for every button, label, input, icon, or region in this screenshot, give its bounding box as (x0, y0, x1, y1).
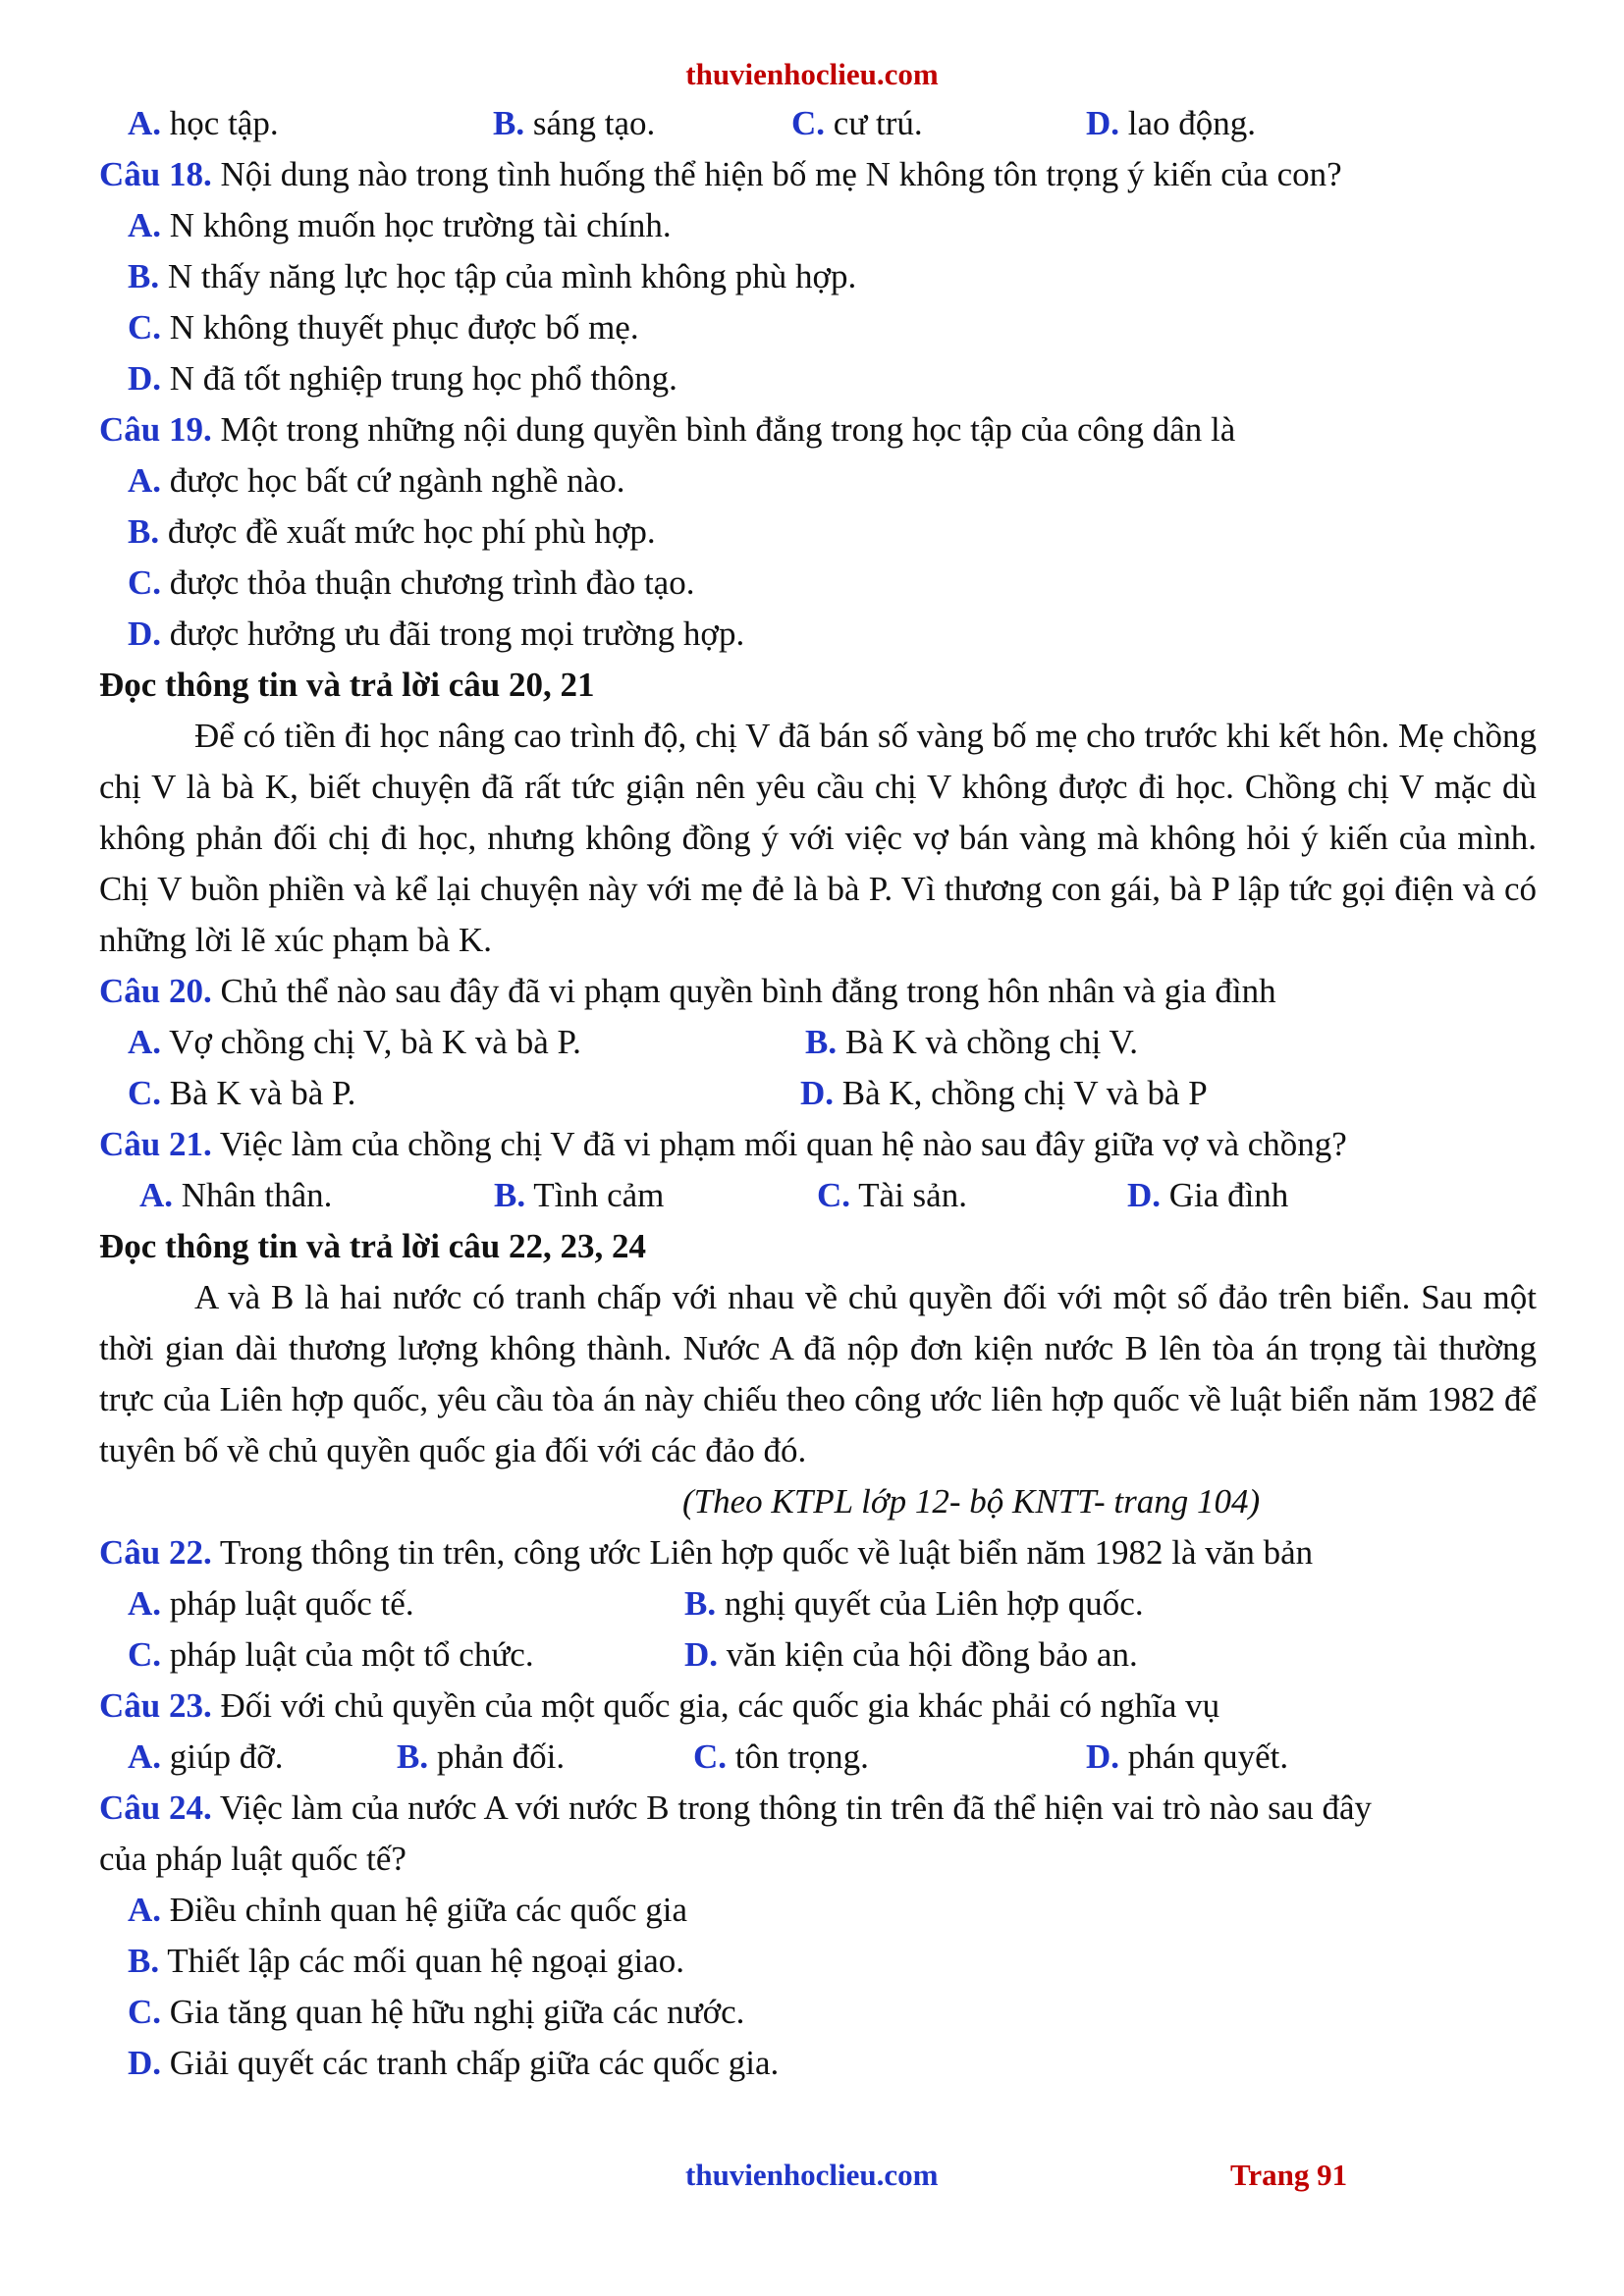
option-text: được hưởng ưu đãi trong mọi trường hợp. (161, 614, 745, 653)
q17-option-a (128, 98, 279, 149)
question-text: Nội dung nào trong tình huống thể hiện bố mẹ N không tôn trọng ý kiến của con? (211, 155, 1342, 193)
q22-option-c (128, 1629, 534, 1681)
question-text: Một trong những nội dung quyền bình đẳng trong học tập của công dân là (211, 410, 1236, 449)
option-text: Điều chỉnh quan hệ giữa các quốc gia (161, 1891, 688, 1929)
option-text: N đã tốt nghiệp trung học phổ thông. (161, 359, 677, 398)
question-24 (99, 1783, 1537, 1834)
option-letter: B. (684, 1584, 717, 1623)
q20-option-b (805, 1017, 1138, 1068)
option-letter: A. (128, 1584, 162, 1623)
option-text: được thỏa thuận chương trình đào tạo. (161, 563, 695, 602)
option-letter: C. (128, 308, 162, 347)
question-23 (99, 1681, 1219, 1732)
option-text: Nhân thân. (173, 1176, 333, 1214)
q18-option-c (128, 302, 639, 353)
q21-option-b (494, 1170, 664, 1221)
option-text: lao động. (1119, 104, 1257, 142)
option-text: học tập. (161, 104, 279, 142)
option-text: Vợ chồng chị V, bà K và bà P. (161, 1023, 581, 1061)
q23-option-d (1086, 1732, 1288, 1783)
option-letter: A. (128, 461, 162, 500)
info-heading-22-24: Đọc thông tin và trả lời câu 22, 23, 24 (99, 1227, 647, 1265)
q20-option-a (128, 1017, 581, 1068)
q19-option-b (128, 507, 656, 558)
info-paragraph-22-24: A và B là hai nước có tranh chấp với nhau về chủ quyền đối với một số đảo trên biển. Sau một thời gian dài thương lượng không thành. Nước A đã nộp đơn kiện nước B lên tòa án trọng tài thường trực của Liên hợp quốc, yêu cầu tòa án này chiếu theo công ước liên hợp quốc về luật biển năm 1982 để tuyên bố về chủ quyền quốc gia đối với các đảo đó. (99, 1278, 1537, 1469)
question-number: Câu 19. (99, 410, 212, 449)
q24-option-a (128, 1885, 687, 1936)
option-text: Tình cảm (525, 1176, 665, 1214)
option-text: N thấy năng lực học tập của mình không phù hợp. (159, 257, 857, 295)
q17-option-b (493, 98, 655, 149)
option-letter: A. (139, 1176, 174, 1214)
question-text: Trong thông tin trên, công ước Liên hợp quốc về luật biển năm 1982 là văn bản (211, 1533, 1314, 1572)
option-text: Bà K, chồng chị V và bà P (834, 1074, 1208, 1112)
option-text: phản đối. (428, 1737, 566, 1776)
question-21 (99, 1119, 1347, 1170)
option-letter: B. (494, 1176, 526, 1214)
option-text: Thiết lập các mối quan hệ ngoại giao. (159, 1942, 684, 1980)
option-text: nghị quyết của Liên hợp quốc. (716, 1584, 1144, 1623)
q23-option-c (693, 1732, 869, 1783)
option-text: sáng tạo. (524, 104, 656, 142)
option-letter: D. (1086, 104, 1120, 142)
option-letter: D. (1086, 1737, 1120, 1776)
question-24-cont: của pháp luật quốc tế? (99, 1840, 406, 1878)
option-letter: C. (817, 1176, 851, 1214)
q21-option-c (817, 1170, 967, 1221)
option-text: Gia đình (1161, 1176, 1289, 1214)
option-text: Tài sản. (850, 1176, 967, 1214)
q19-option-a (128, 455, 624, 507)
question-text: Việc làm của chồng chị V đã vi phạm mối quan hệ nào sau đây giữa vợ và chồng? (211, 1125, 1347, 1163)
option-text: được đề xuất mức học phí phù hợp. (159, 512, 656, 551)
option-letter: C. (791, 104, 826, 142)
option-text: phán quyết. (1119, 1737, 1289, 1776)
option-letter: A. (128, 1891, 162, 1929)
option-text: N không thuyết phục được bố mẹ. (161, 308, 639, 347)
option-letter: A. (128, 1737, 162, 1776)
question-text: Đối với chủ quyền của một quốc gia, các quốc gia khác phải có nghĩa vụ (211, 1686, 1220, 1725)
option-text: tôn trọng. (727, 1737, 869, 1776)
option-letter: C. (128, 1635, 162, 1674)
q18-option-b (128, 251, 856, 302)
option-letter: B. (128, 257, 160, 295)
option-letter: D. (684, 1635, 719, 1674)
q21-option-d (1127, 1170, 1288, 1221)
q20-option-c (128, 1068, 355, 1119)
q22-option-b (684, 1578, 1144, 1629)
q23-option-b (397, 1732, 565, 1783)
question-19 (99, 404, 1235, 455)
question-number: Câu 18. (99, 155, 212, 193)
option-letter: C. (693, 1737, 728, 1776)
option-text: Bà K và bà P. (161, 1074, 356, 1112)
header-site: thuvienhoclieu.com (685, 57, 939, 91)
option-text: N không muốn học trường tài chính. (161, 206, 672, 244)
q23-option-a (128, 1732, 284, 1783)
option-letter: A. (128, 206, 162, 244)
q24-option-b (128, 1936, 684, 1987)
option-letter: A. (128, 1023, 162, 1061)
question-number: Câu 21. (99, 1125, 212, 1163)
option-text: Bà K và chồng chị V. (837, 1023, 1138, 1061)
option-letter: C. (128, 1993, 162, 2031)
option-letter: B. (805, 1023, 838, 1061)
question-number: Câu 23. (99, 1686, 212, 1725)
q22-option-a (128, 1578, 414, 1629)
q19-option-c (128, 558, 694, 609)
question-number: Câu 22. (99, 1533, 212, 1572)
option-letter: B. (128, 1942, 160, 1980)
q17-option-c (791, 98, 923, 149)
footer-page-number: Trang 91 (1230, 2158, 1348, 2192)
option-letter: A. (128, 104, 162, 142)
option-letter: D. (128, 359, 162, 398)
option-text: pháp luật quốc tế. (161, 1584, 414, 1623)
option-text: cư trú. (825, 104, 923, 142)
question-text: Việc làm của nước A với nước B trong thông tin trên đã thể hiện vai trò nào sau đây (211, 1789, 1373, 1827)
q24-option-c (128, 1987, 744, 2038)
option-letter: D. (1127, 1176, 1162, 1214)
option-letter: D. (128, 614, 162, 653)
option-text: pháp luật của một tổ chức. (161, 1635, 534, 1674)
option-text: Giải quyết các tranh chấp giữa các quốc gia. (161, 2044, 780, 2082)
info-heading-20-21: Đọc thông tin và trả lời câu 20, 21 (99, 666, 595, 704)
q21-option-a (139, 1170, 332, 1221)
question-number: Câu 20. (99, 972, 212, 1010)
info-source: (Theo KTPL lớp 12- bộ KNTT- trang 104) (682, 1482, 1261, 1521)
question-18 (99, 149, 1342, 200)
question-22 (99, 1527, 1313, 1578)
q24-option-d (128, 2038, 779, 2089)
option-text: văn kiện của hội đồng bảo an. (718, 1635, 1138, 1674)
option-text: giúp đỡ. (161, 1737, 284, 1776)
footer-site: thuvienhoclieu.com (685, 2158, 939, 2192)
option-letter: D. (800, 1074, 835, 1112)
q18-option-d (128, 353, 677, 404)
option-letter: D. (128, 2044, 162, 2082)
option-letter: B. (128, 512, 160, 551)
question-20 (99, 966, 1276, 1017)
question-number: Câu 24. (99, 1789, 212, 1827)
option-letter: B. (493, 104, 525, 142)
q18-option-a (128, 200, 672, 251)
option-text: Gia tăng quan hệ hữu nghị giữa các nước. (161, 1993, 745, 2031)
option-text: được học bất cứ ngành nghề nào. (161, 461, 625, 500)
q22-option-d (684, 1629, 1138, 1681)
option-letter: C. (128, 1074, 162, 1112)
q17-option-d (1086, 98, 1256, 149)
q20-option-d (800, 1068, 1208, 1119)
option-letter: C. (128, 563, 162, 602)
question-text: Chủ thể nào sau đây đã vi phạm quyền bình đẳng trong hôn nhân và gia đình (211, 972, 1276, 1010)
q19-option-d (128, 609, 744, 660)
option-letter: B. (397, 1737, 429, 1776)
info-paragraph-20-21: Để có tiền đi học nâng cao trình độ, chị V đã bán số vàng bố mẹ cho trước khi kết hôn. Mẹ chồng chị V là bà K, biết chuyện đã rất tức giận nên yêu cầu chị V không được đi học. Chồng chị V mặc dù không phản đối chị đi học, nhưng không đồng ý với việc vợ bán vàng mà không hỏi ý kiến của mình. Chị V buồn phiền và kể lại chuyện này với mẹ đẻ là bà P. Vì thương con gái, bà P lập tức gọi điện và có những lời lẽ xúc phạm bà K. (99, 717, 1537, 959)
